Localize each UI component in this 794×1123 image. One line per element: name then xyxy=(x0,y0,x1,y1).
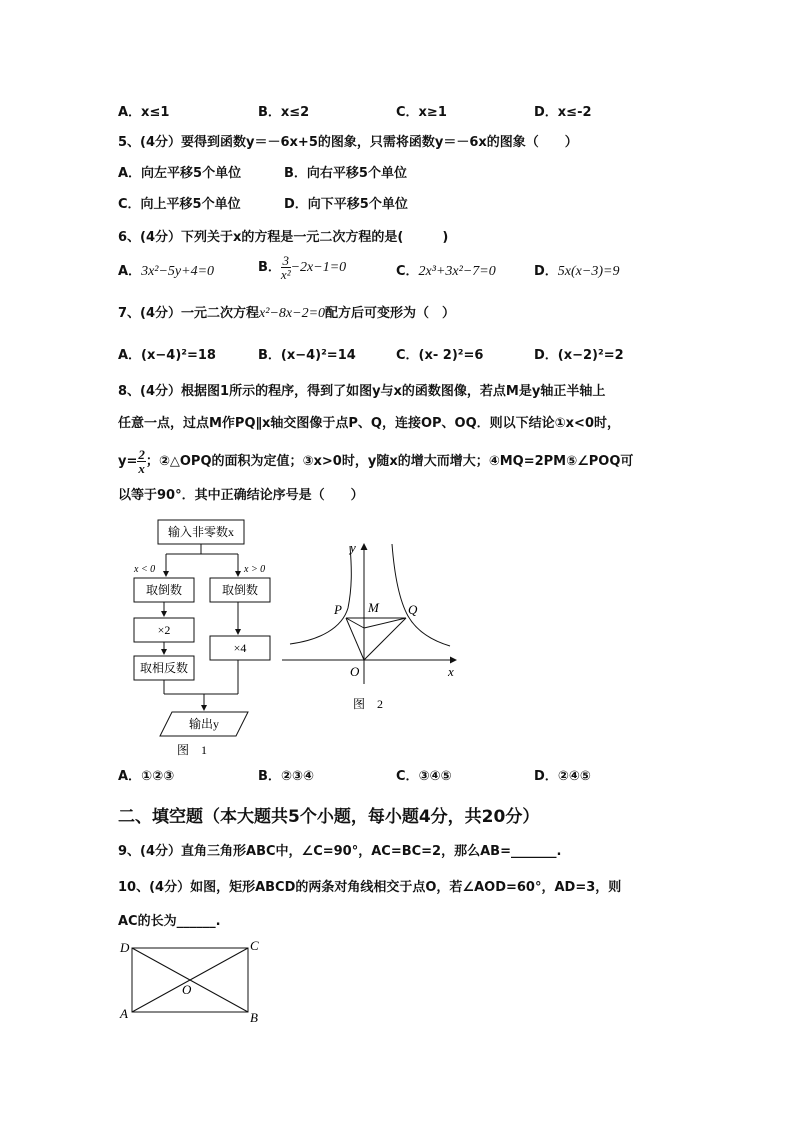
q6-option-b xyxy=(258,254,346,281)
left-branch-curve xyxy=(290,546,351,644)
q4-option-b: B．x≤2 xyxy=(258,105,310,120)
q6-eq-c: 2x³+3x²−7=0 xyxy=(418,264,496,279)
figure-2-caption: 图 2 xyxy=(352,697,384,711)
fig3-o-label: O xyxy=(182,982,192,997)
q6-option-a xyxy=(118,262,214,282)
q8-option-c: C．③④⑤ xyxy=(396,769,452,784)
q6-eq-d: 5x(x−3)=9 xyxy=(557,264,620,279)
q6-frac-den: x² xyxy=(280,267,291,282)
figure-1-caption: 图 1 xyxy=(176,743,208,757)
q4-option-d: D．x≤-2 xyxy=(534,105,592,120)
right-branch-curve xyxy=(392,544,450,646)
q6-eq-a: 3x²−5y+4=0 xyxy=(141,264,215,279)
fig2-x-label: x xyxy=(448,664,454,679)
fig2-m-label: M xyxy=(368,600,379,615)
figure-1-flowchart xyxy=(126,516,266,760)
fig3-c-label: C xyxy=(250,938,259,953)
q6-frac-num: 3 xyxy=(282,253,289,268)
q6-stem: 6、(4分）下列关于x的方程是一元二次方程的是( ) xyxy=(118,230,449,245)
flow-times2-label: ×2 xyxy=(157,623,171,637)
section-2-heading: 二、填空题（本大题共5个小题，每小题4分，共20分） xyxy=(118,807,540,827)
flow-cond-right: x > 0 xyxy=(244,564,266,575)
q8-line-3 xyxy=(118,448,633,475)
q10-line-2: AC的长为______. xyxy=(118,914,221,929)
fig2-o-label: O xyxy=(350,664,360,679)
q5-option-b: B．向右平移5个单位 xyxy=(284,166,407,181)
q9-text: 9、(4分）直角三角形ABC中，∠C=90°，AC=BC=2，那么AB=_______. xyxy=(118,844,562,859)
q6-option-d xyxy=(534,262,619,282)
q5-option-c: C．向上平移5个单位 xyxy=(118,197,241,212)
q8-line-3-pre: y= xyxy=(118,454,138,469)
flow-recip-left-label: 取倒数 xyxy=(145,583,183,597)
flow-recip-right-label: 取倒数 xyxy=(221,583,259,597)
q8-line-3-post: ；②△OPQ的面积为定值；③x>0时，y随x的增大而增大；④MQ=2PM⑤∠POQ可 xyxy=(145,454,634,469)
q7-option-d: D．(x−2)²=2 xyxy=(534,348,624,363)
figure-3-rectangle xyxy=(116,936,266,1026)
flow-negate-label: 取相反数 xyxy=(139,661,189,675)
figure-2-graph xyxy=(280,536,470,720)
fig2-p-label: P xyxy=(334,602,342,617)
q6-fraction xyxy=(281,254,291,281)
fig3-d-label: D xyxy=(120,940,130,955)
q7-stem xyxy=(118,304,455,324)
q7-stem-a: 7、(4分）一元二次方程 xyxy=(118,306,260,321)
q7-option-a: A．(x−4)²=18 xyxy=(118,348,216,363)
q8-frac-num: 2 xyxy=(138,447,145,462)
q6-label-c: C． xyxy=(396,264,419,279)
q6-eq-b: −2x−1=0 xyxy=(290,260,347,275)
q7-equation: x²−8x−2=0 xyxy=(259,306,326,321)
q4-option-a: A．x≤1 xyxy=(118,105,170,120)
q8-option-b: B．②③④ xyxy=(258,769,314,784)
q7-stem-b: 配方后可变形为（ ） xyxy=(325,306,456,321)
q6-label-a: A． xyxy=(118,264,142,279)
q8-line-2: 任意一点，过点M作PQ∥x轴交图像于点P、Q，连接OP、OQ．则以下结论①x<0时， xyxy=(118,416,620,431)
segment-op xyxy=(346,618,364,660)
q6-option-c xyxy=(396,262,496,282)
q7-option-b: B．(x−4)²=14 xyxy=(258,348,356,363)
flow-output-label: 输出y xyxy=(188,717,220,731)
q8-option-a: A．①②③ xyxy=(118,769,175,784)
q8-line-1: 8、(4分）根据图1所示的程序，得到了如图y与x的函数图像，若点M是y轴正半轴上 xyxy=(118,384,606,399)
q4-option-c: C．x≥1 xyxy=(396,105,447,120)
flow-times4-label: ×4 xyxy=(233,641,247,655)
q5-stem: 5、(4分）要得到函数y＝－6x+5的图象，只需将函数y＝－6x的图象（ ） xyxy=(118,135,578,150)
flow-cond-left: x < 0 xyxy=(134,564,156,575)
q6-label-b: B． xyxy=(258,260,281,275)
flow-input-label: 输入非零数x xyxy=(167,525,235,539)
q6-label-d: D． xyxy=(534,264,558,279)
q8-fraction xyxy=(137,448,146,475)
fig3-b-label: B xyxy=(250,1010,258,1025)
q8-frac-den: x xyxy=(138,461,145,476)
q5-option-d: D．向下平移5个单位 xyxy=(284,197,408,212)
q10-line-1: 10、(4分）如图，矩形ABCD的两条对角线相交于点O，若∠AOD=60°，AD=3，则 xyxy=(118,880,622,895)
fig2-y-label: y xyxy=(350,540,356,555)
q7-option-c: C．(x- 2)²=6 xyxy=(396,348,484,363)
segment-oq xyxy=(364,618,406,660)
q8-option-d: D．②④⑤ xyxy=(534,769,591,784)
fig2-q-label: Q xyxy=(408,602,418,617)
q5-option-a: A．向左平移5个单位 xyxy=(118,166,242,181)
q8-line-4: 以等于90°．其中正确结论序号是（ ） xyxy=(118,488,364,503)
fig3-a-label: A xyxy=(120,1006,128,1021)
